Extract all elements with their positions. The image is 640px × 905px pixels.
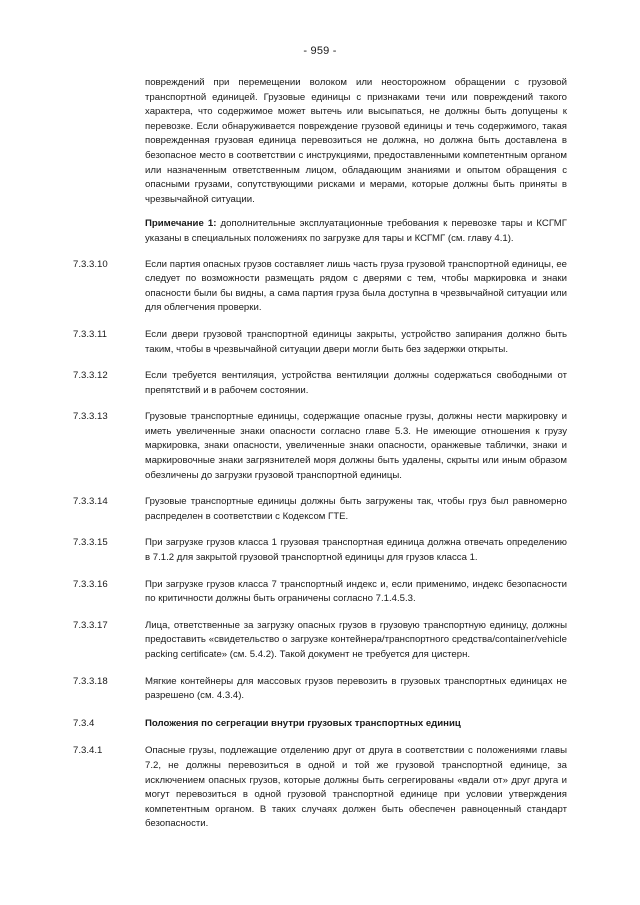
section-7-3-3-15 bbox=[73, 536, 567, 565]
section-text: Если требуется вентиляция, устройства вентиляции должны содержаться свободными от препятствий и в рабочем состоянии. bbox=[145, 370, 567, 396]
intro-block bbox=[145, 76, 567, 247]
section-number: 7.3.3.13 bbox=[73, 411, 108, 423]
section-text: Если партия опасных грузов составляет лишь часть груза грузовой транспортной единицы, ее следует по возможности размещать рядом с дверями с тем, чтобы маркировка и знаки опасности были бы видны, а сама партия груза была доступна в чрезвычайной ситуации или для облегчения проверки. bbox=[145, 258, 567, 314]
section-number: 7.3.3.11 bbox=[73, 328, 107, 340]
section-number: 7.3.4.1 bbox=[73, 745, 103, 757]
note-label: Примечание 1: bbox=[145, 218, 217, 230]
section-number: 7.3.3.14 bbox=[73, 496, 108, 508]
section-number: 7.3.3.10 bbox=[73, 258, 108, 270]
section-7-3-3-12 bbox=[73, 369, 567, 398]
section-text: Лица, ответственные за загрузку опасных грузов в грузовую транспортную единицу, должны предоставить «свидетельство о загрузке контейнера/транспортного средства/container/vehicle packing certificate» (см. 5.4.2). Такой документ не требуется для цистерн. bbox=[145, 619, 567, 660]
note-paragraph bbox=[145, 217, 567, 246]
section-heading: Положения по сегрегации внутри грузовых транспортных единиц bbox=[145, 717, 461, 729]
section-number: 7.3.3.18 bbox=[73, 675, 108, 687]
section-text: При загрузке грузов класса 7 транспортный индекс и, если применимо, индекс безопасности по критичности должны быть ограничены согласно 7.1.4.5.3. bbox=[145, 578, 567, 605]
section-7-3-3-13 bbox=[73, 410, 567, 483]
section-7-3-3-17 bbox=[73, 619, 567, 663]
section-7-3-3-18 bbox=[73, 675, 567, 704]
section-number: 7.3.3.12 bbox=[73, 370, 108, 382]
section-7-3-3-16 bbox=[73, 578, 567, 607]
section-number: 7.3.3.15 bbox=[73, 537, 108, 549]
section-number: 7.3.4 bbox=[73, 717, 95, 729]
section-7-3-4-heading bbox=[73, 717, 567, 732]
section-number: 7.3.3.16 bbox=[73, 578, 108, 590]
note-text: дополнительные эксплуатационные требования к перевозке тары и КСГМГ указаны в специальных положениях по загрузке для тары и КСГМГ (см. главу 4.1). bbox=[145, 218, 567, 244]
intro-paragraph: повреждений при перемещении волоком или неосторожном обращении с грузовой транспортной единицей. Грузовые единицы с признаками течи или повреждений такого характера, что содержимое может вытечь или высыпаться, не должны быть допущены к перевозке. Если обнаруживается повреждение грузовой единицы и течь содержимого, такая поврежденная грузовая единица перевозиться не должна, но должна быть доставлена в безопасное место в соответствии с инструкциями, предоставленными компетентным органом или назначенным ответственным лицом, обладающим знаниями и опытом обращения с опасными грузами, сопутствующими рисками и мерами, которые должны быть приняты в чрезвычайной ситуации. bbox=[145, 77, 567, 205]
section-text: Грузовые транспортные единицы, содержащие опасные грузы, должны нести маркировку и иметь увеличенные знаки опасности согласно главе 5.3. Не имеющие отношения к грузу маркировка, знаки опасности, увеличенные знаки опасности, оранжевые таблички, знаки и маркировочные знаки загрязнителей моря должны быть удалены, скрыты или иным образом обезличены до загрузки грузовой транспортной единицы. bbox=[145, 411, 567, 481]
section-text: Мягкие контейнеры для массовых грузов перевозить в грузовых транспортных единицах не разрешено (см. 4.3.4). bbox=[145, 675, 567, 702]
section-text: Грузовые транспортные единицы должны быть загружены так, чтобы груз был равномерно распределен в соответствии с Кодексом ГТЕ. bbox=[145, 496, 567, 522]
section-7-3-4-1 bbox=[73, 744, 567, 832]
page-number: - 959 - bbox=[303, 45, 337, 57]
section-text: При загрузке грузов класса 1 грузовая транспортная единица должна отвечать определению в 7.1.2 для закрытой грузовой транспортной единицы для грузов класса 1. bbox=[145, 537, 567, 564]
section-number: 7.3.3.17 bbox=[73, 619, 108, 631]
section-text: Если двери грузовой транспортной единицы закрыты, устройство запирания должно быть таким, чтобы в чрезвычайной ситуации двери могли быть без задержки открыты. bbox=[145, 328, 567, 355]
section-7-3-3-11 bbox=[73, 328, 567, 357]
document-body bbox=[73, 76, 567, 832]
section-text: Опасные грузы, подлежащие отделению друг от друга в соответствии с положениями главы 7.2, не должны перевозиться в одной и той же грузовой транспортной единице, за исключением опасных грузов, которые должны быть сегрегированы «вдали от» друг друга и могут перевозиться в одной грузовой транспортной единице при условии утверждения компетентным органом. В таких случаях должен быть обеспечен равноценный стандарт безопасности. bbox=[145, 745, 567, 830]
section-7-3-3-14 bbox=[73, 495, 567, 524]
section-7-3-3-10 bbox=[73, 258, 567, 316]
